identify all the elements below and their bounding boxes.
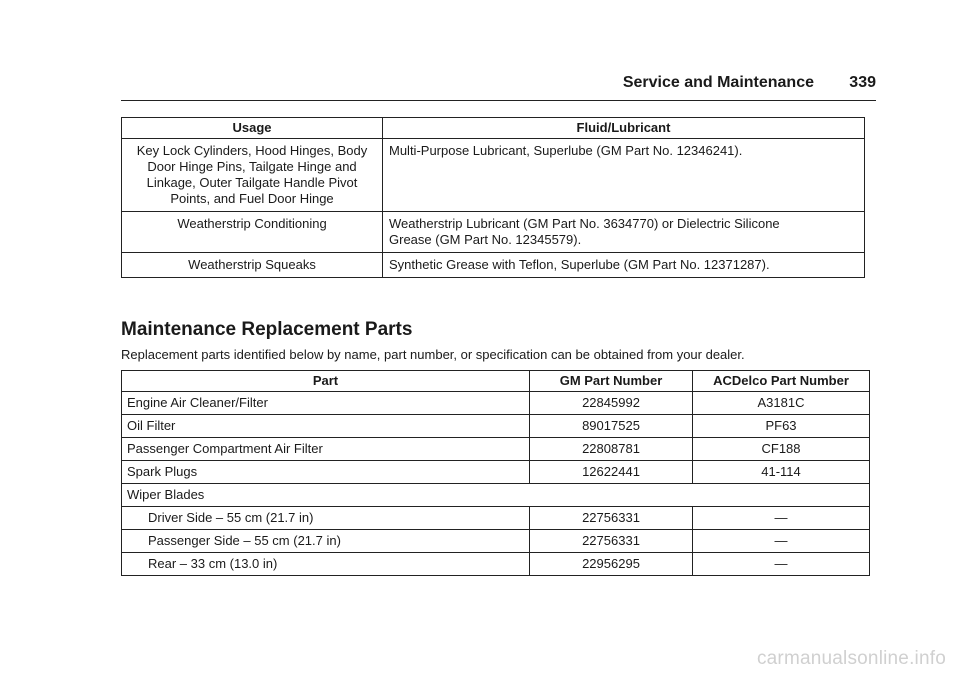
column-header: GM Part Number (530, 371, 693, 392)
gm-part-number: 22808781 (530, 438, 693, 461)
column-header: Usage (122, 118, 383, 139)
acdelco-part-number: A3181C (693, 392, 870, 415)
section-heading: Maintenance Replacement Parts (121, 319, 413, 340)
table-row (122, 139, 865, 212)
part-name: Oil Filter (122, 415, 530, 438)
lubricant-cell: Weatherstrip Lubricant (GM Part No. 3634770) or Dielectric Silicone Grease (GM Part No. 12345579). (383, 212, 865, 253)
gm-part-number: 22956295 (530, 553, 693, 576)
lubricant-table (121, 117, 865, 278)
table-row (122, 507, 870, 530)
column-header: ACDelco Part Number (693, 371, 870, 392)
table-row (122, 392, 870, 415)
acdelco-part-number: — (693, 507, 870, 530)
column-header: Fluid/Lubricant (383, 118, 865, 139)
acdelco-part-number: — (693, 530, 870, 553)
table-row (122, 415, 870, 438)
table-row (122, 212, 865, 253)
usage-cell: Weatherstrip Conditioning (122, 212, 383, 253)
acdelco-part-number: PF63 (693, 415, 870, 438)
lubricant-cell: Synthetic Grease with Teflon, Superlube (GM Part No. 12371287). (383, 253, 865, 278)
part-name: Passenger Compartment Air Filter (122, 438, 530, 461)
part-name: Rear – 33 cm (13.0 in) (122, 553, 530, 576)
page-header (121, 72, 876, 101)
table-row (122, 438, 870, 461)
section-title: Service and Maintenance (622, 74, 814, 91)
table-row (122, 553, 870, 576)
column-header: Part (122, 371, 530, 392)
table-row (122, 461, 870, 484)
part-group-label: Wiper Blades (122, 484, 870, 507)
part-name: Passenger Side – 55 cm (21.7 in) (122, 530, 530, 553)
part-name: Engine Air Cleaner/Filter (122, 392, 530, 415)
acdelco-part-number: CF188 (693, 438, 870, 461)
lubricant-cell: Multi-Purpose Lubricant, Superlube (GM Part No. 12346241). (383, 139, 865, 212)
part-name: Driver Side – 55 cm (21.7 in) (122, 507, 530, 530)
table-row (122, 530, 870, 553)
intro-text: Replacement parts identified below by name, part number, or specification can be obtained from your dealer. (121, 347, 745, 362)
parts-table (121, 370, 870, 576)
gm-part-number: 22756331 (530, 530, 693, 553)
usage-cell: Weatherstrip Squeaks (122, 253, 383, 278)
gm-part-number: 22756331 (530, 507, 693, 530)
gm-part-number: 12622441 (530, 461, 693, 484)
acdelco-part-number: — (693, 553, 870, 576)
table-header-row (122, 371, 870, 392)
gm-part-number: 22845992 (530, 392, 693, 415)
watermark: carmanualsonline.info (756, 648, 946, 669)
part-name: Spark Plugs (122, 461, 530, 484)
table-row (122, 253, 865, 278)
usage-cell: Key Lock Cylinders, Hood Hinges, Body Door Hinge Pins, Tailgate Hinge and Linkage, Outer Tailgate Handle Pivot Points, and Fuel Door Hinge (122, 139, 383, 212)
gm-part-number: 89017525 (530, 415, 693, 438)
acdelco-part-number: 41-114 (693, 461, 870, 484)
table-header-row (122, 118, 865, 139)
table-row (122, 484, 870, 507)
page-number: 339 (849, 74, 876, 91)
